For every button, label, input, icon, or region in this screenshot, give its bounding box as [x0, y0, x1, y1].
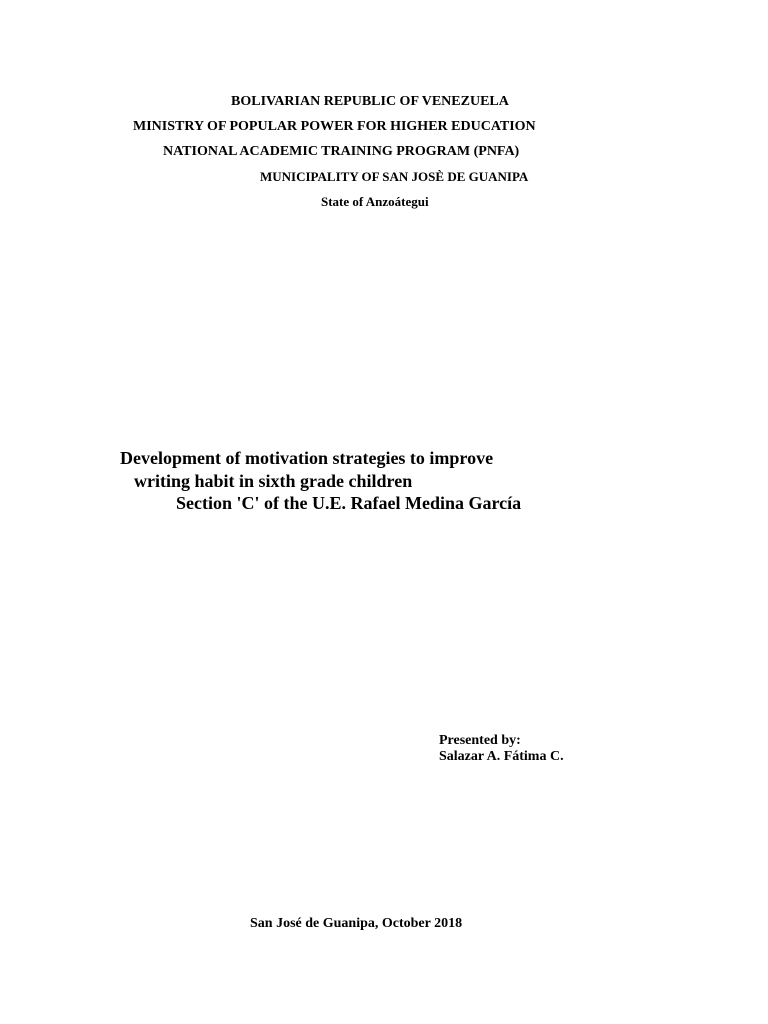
title-line-1: Development of motivation strategies to improve [120, 448, 494, 468]
title-line-2: writing habit in sixth grade children [134, 471, 413, 491]
header-country: BOLIVARIAN REPUBLIC OF VENEZUELA [231, 94, 509, 109]
header-ministry: MINISTRY OF POPULAR POWER FOR HIGHER EDUCATION [133, 119, 536, 134]
title-line-3: Section 'C' of the U.E. Rafael Medina García [176, 493, 522, 513]
header-program: NATIONAL ACADEMIC TRAINING PROGRAM (PNFA) [163, 144, 520, 159]
presenter-name: Salazar A. Fátima C. [439, 749, 564, 764]
header-state: State of Anzoátegui [321, 194, 429, 209]
header-municipality: MUNICIPALITY OF SAN JOSÈ DE GUANIPA [260, 169, 529, 184]
presented-by-label: Presented by: [439, 733, 521, 748]
place-and-date: San José de Guanipa, October 2018 [250, 916, 463, 931]
